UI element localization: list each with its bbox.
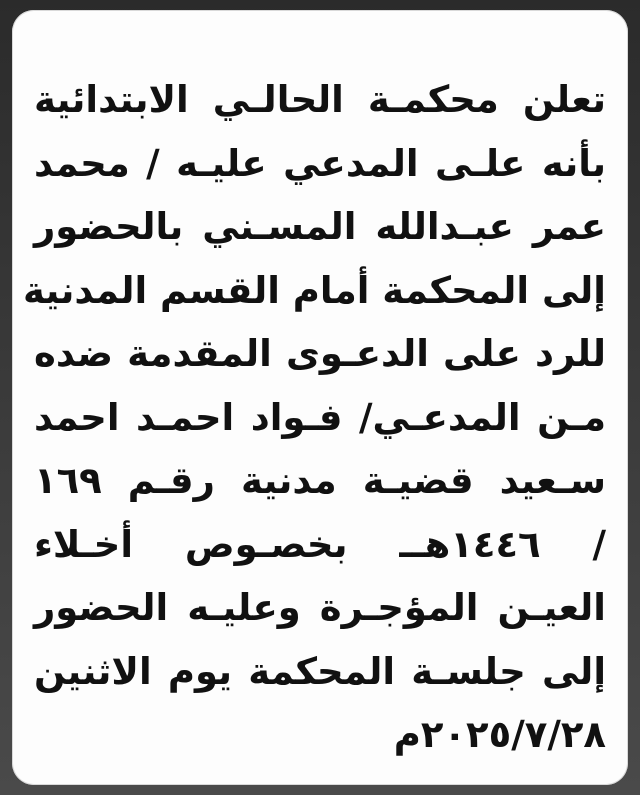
notice-line: إلى جلسـة المحكمة يوم الاثنين <box>34 649 606 693</box>
court-notice-card <box>12 10 628 785</box>
notice-line: إلى المحكمة أمام القسم المدنية <box>22 268 606 312</box>
notice-date-line: ٢٠٢٥/٧/٢٨م <box>393 713 606 756</box>
notice-line: سـعيد قضيـة مدنية رقـم ١٦٩ <box>34 459 606 502</box>
notice-line: بأنه علـى المدعي عليـه / محمد <box>34 141 606 185</box>
notice-text <box>22 68 606 767</box>
notice-line: مـن المدعـي/ فـواد احمـد احمد <box>34 395 606 439</box>
notice-line: العيـن المؤجـرة وعليـه الحضور <box>34 586 606 629</box>
notice-line: / ١٤٤٦هــ بخصـوص أخـلاء <box>34 522 606 566</box>
notice-line: تعلن محكمـة الحالـي الابتدائية <box>34 78 606 121</box>
notice-line: للرد على الدعـوى المقدمة ضده <box>34 332 606 375</box>
notice-line: عمر عبـدالله المسـني بالحضور <box>34 205 606 248</box>
